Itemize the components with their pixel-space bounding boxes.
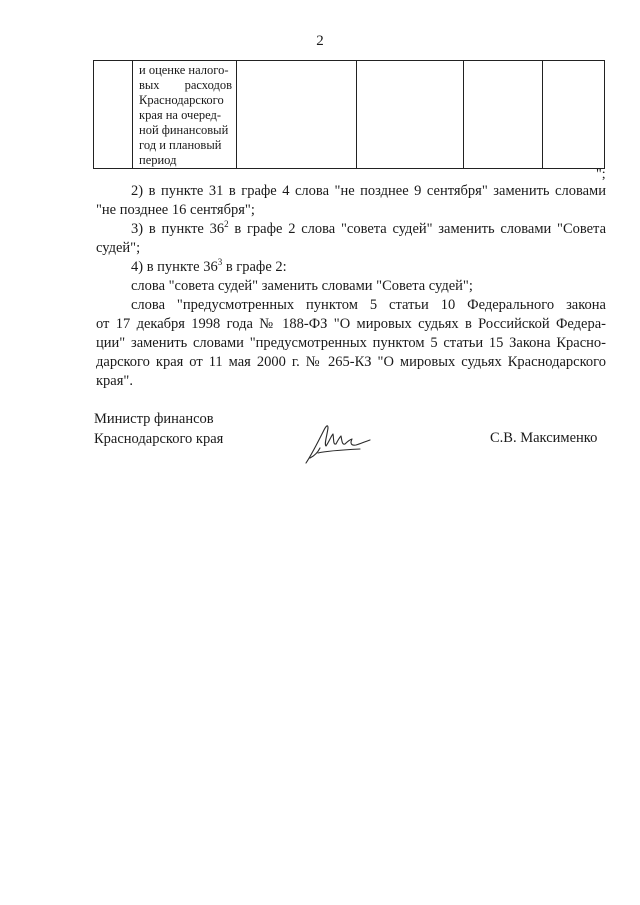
cell-line: период bbox=[139, 153, 177, 167]
amendment-line: края". bbox=[96, 373, 133, 389]
table-cell-name bbox=[133, 61, 237, 169]
amendment-line: дарского края от 11 мая 2000 г. № 265-КЗ "О мировых судьях Краснодарского bbox=[96, 354, 606, 370]
amendment-line: слова "совета судей" заменить словами "Совета судей"; bbox=[131, 278, 473, 294]
continuation-table bbox=[93, 60, 605, 169]
amendment-line: "не позднее 16 сентября"; bbox=[96, 202, 255, 218]
table-cell-empty bbox=[464, 61, 543, 169]
amendment-text: 4) в пункте 36 bbox=[131, 259, 218, 275]
table-cell-empty bbox=[237, 61, 357, 169]
amendment-item-3 bbox=[96, 220, 606, 258]
amendment-item-4 bbox=[96, 258, 606, 391]
handwritten-signature bbox=[300, 418, 380, 471]
amendment-line bbox=[96, 258, 606, 277]
amendment-line: ции" заменить словами "предусмотренных пунктом 5 статьи 15 Закона Красно- bbox=[96, 335, 606, 351]
table-cell-text bbox=[133, 61, 236, 168]
cell-line: вых расходов bbox=[139, 78, 232, 92]
cell-line: ной финансовый bbox=[139, 123, 229, 137]
signatory-position bbox=[94, 409, 223, 449]
cell-line: год и плановый bbox=[139, 138, 222, 152]
amendment-line: от 17 декабря 1998 года № 188-ФЗ "О мировых судьях в Российской Федера- bbox=[96, 316, 606, 332]
amendment-line: 2) в пункте 31 в графе 4 слова "не позднее 9 сентября" заменить словами bbox=[131, 183, 606, 199]
amendment-text: в графе 2: bbox=[222, 259, 287, 275]
amendment-line: судей"; bbox=[96, 240, 141, 256]
cell-line: края на очеред- bbox=[139, 108, 222, 122]
position-line: Министр финансов bbox=[94, 411, 214, 427]
signatory-name: С.В. Максименко bbox=[490, 430, 598, 446]
table-cell-empty bbox=[357, 61, 464, 169]
amendment-item-2 bbox=[96, 182, 606, 220]
amendment-line: слова "предусмотренных пунктом 5 статьи 10 Федерального закона bbox=[131, 297, 606, 313]
amendment-text: в графе 2 слова "совета судей" заменить словами "Совета bbox=[228, 221, 607, 237]
cell-line: Краснодарского bbox=[139, 93, 224, 107]
amendment-text: 3) в пункте 36 bbox=[131, 221, 225, 237]
page-number: 2 bbox=[316, 33, 324, 49]
superscript: 2 bbox=[224, 219, 229, 229]
cell-line: и оценке налого- bbox=[139, 63, 229, 77]
table-row bbox=[94, 61, 605, 169]
table-cell-number bbox=[94, 61, 133, 169]
table-closing-mark: "; bbox=[596, 167, 606, 182]
superscript: 3 bbox=[217, 257, 223, 267]
amendment-line bbox=[96, 220, 606, 239]
table-cell-empty bbox=[543, 61, 605, 169]
position-line: Краснодарского края bbox=[94, 431, 224, 447]
